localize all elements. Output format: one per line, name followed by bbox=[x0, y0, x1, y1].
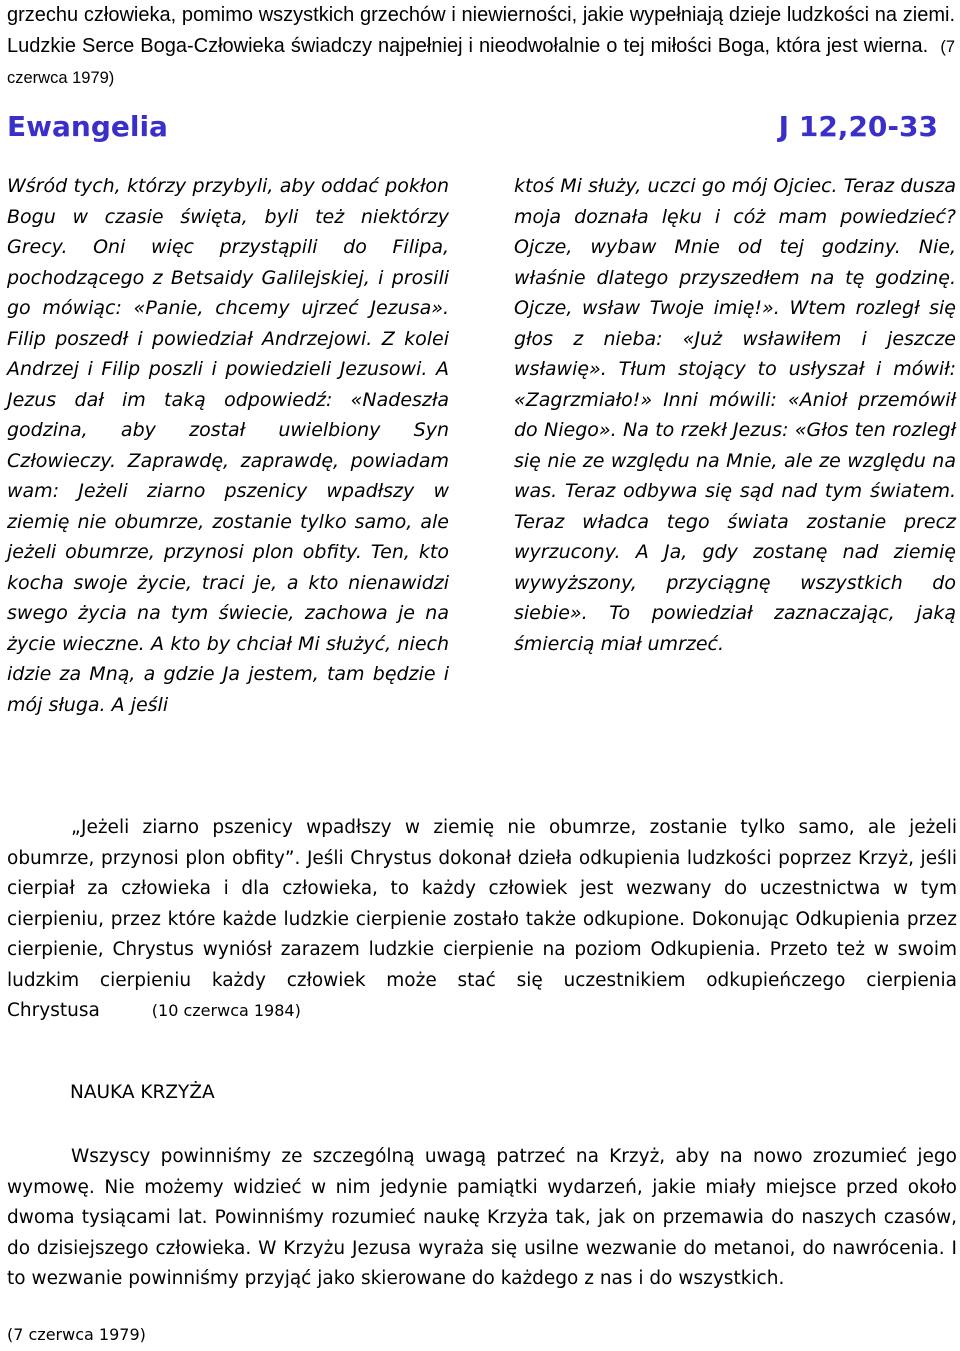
intro-paragraph bbox=[7, 0, 955, 94]
reflection-text: „Jeżeli ziarno pszenicy wpadłszy w ziemię nie obumrze, zostanie tylko samo, ale jeżeli obumrze, przynosi plon obfity”. Jeśli Chrystus dokonał dzieła odkupienia ludzkości poprzez Krzyż, jeśli cierpiał za człowieka i dla człowieka, to każdy człowiek jest wezwany do uczestnictwa w tym cierpieniu, przez które każde ludzkie cierpienie zostało także odkupione. Dokonując Odkupienia przez cierpienie, Chrystus wyniósł zarazem ludzkie cierpienie na poziom Odkupienia. Przeto też w swoim ludzkim cierpieniu każdy człowiek może stać się uczestnikiem odkupieńczego cierpienia Chrystusa bbox=[7, 817, 957, 1021]
gospel-right-column: ktoś Mi służy, uczci go mój Ojciec. Teraz dusza moja doznała lęku i cóż mam powiedzieć? Ojcze, wybaw Mnie od tej godziny. Nie, właśnie dlatego przyszedłem na tę godzinę. Ojcze, wsław Twoje imię!». Wtem rozległ się głos z nieba: «Już wsławiłem i jeszcze wsławię». Tłum stojący to usłyszał i mówił: «Zagrzmiało!» Inni mówili: «Anioł przemówił do Niego». Na to rzekł Jezus: «Głos ten rozległ się nie ze względu na Mnie, ale ze względu na was. Teraz odbywa się sąd nad tym światem. Teraz władca tego świata zostanie precz wyrzucony. A Ja, gdy zostanę nad ziemię wywyższony, przyciągnę wszystkich do siebie». To powiedział zaznaczając, jaką śmiercią miał umrzeć. bbox=[514, 175, 956, 655]
reflection-citation: (10 czerwca 1984) bbox=[151, 1001, 301, 1020]
nauka-paragraph bbox=[7, 1142, 957, 1295]
intro-citation: (7 czerwca 1979) bbox=[7, 37, 955, 87]
gospel-title: Ewangelia bbox=[7, 110, 168, 143]
nauka-citation: (7 czerwca 1979) bbox=[7, 1325, 146, 1344]
intro-text: grzechu człowieka, pomimo wszystkich grzechów i niewierności, jakie wypełniają dzieje ludzkości na ziemi. Ludzkie Serce Boga-Człowieka świadczy najpełniej i nieodwołalnie o tej miłości Boga, która jest wierna. bbox=[7, 4, 955, 57]
nauka-text: Wszyscy powinniśmy ze szczególną uwagą patrzeć na Krzyż, aby na nowo zrozumieć jego wymowę. Nie możemy widzieć w nim jedynie pamiątki wydarzeń, jakie miały miejsce przed około dwoma tysiącami lat. Powinniśmy rozumieć naukę Krzyża tak, jak on przemawia do naszych czasów, do dzisiejszego człowieka. W Krzyżu Jezusa wyraża się usilne wezwanie do metanoi, do nawrócenia. I to wezwanie powinniśmy przyjąć jako skierowane do każdego z nas i do wszystkich. bbox=[7, 1146, 957, 1289]
gospel-reference: J 12,20-33 bbox=[778, 110, 938, 143]
reflection-paragraph bbox=[7, 813, 957, 1027]
gospel-left-column: Wśród tych, którzy przybyli, aby oddać pokłon Bogu w czasie święta, byli też niektórzy Grecy. Oni więc przystąpili do Filipa, pochodzącego z Betsaidy Galilejskiej, i prosili go mówiąc: «Panie, chcemy ujrzeć Jezusa». Filip poszedł i powiedział Andrzejowi. Z kolei Andrzej i Filip poszli i powiedzieli Jezusowi. A Jezus dał im taką odpowiedź: «Nadeszła godzina, aby został uwielbiony Syn Człowieczy. Zaprawdę, zaprawdę, powiadam wam: Jeżeli ziarno pszenicy wpadłszy w ziemię nie obumrze, zostanie tylko samo, ale jeżeli obumrze, przynosi plon obfity. Ten, kto kocha swoje życie, traci je, a kto nienawidzi swego życia na tym świecie, zachowa je na życie wieczne. A kto by chciał Mi służyć, niech idzie za Mną, a gdzie Ja jestem, tam będzie i mój sługa. A jeśli bbox=[7, 175, 449, 716]
section-heading: NAUKA KRZYŻA bbox=[70, 1082, 215, 1103]
